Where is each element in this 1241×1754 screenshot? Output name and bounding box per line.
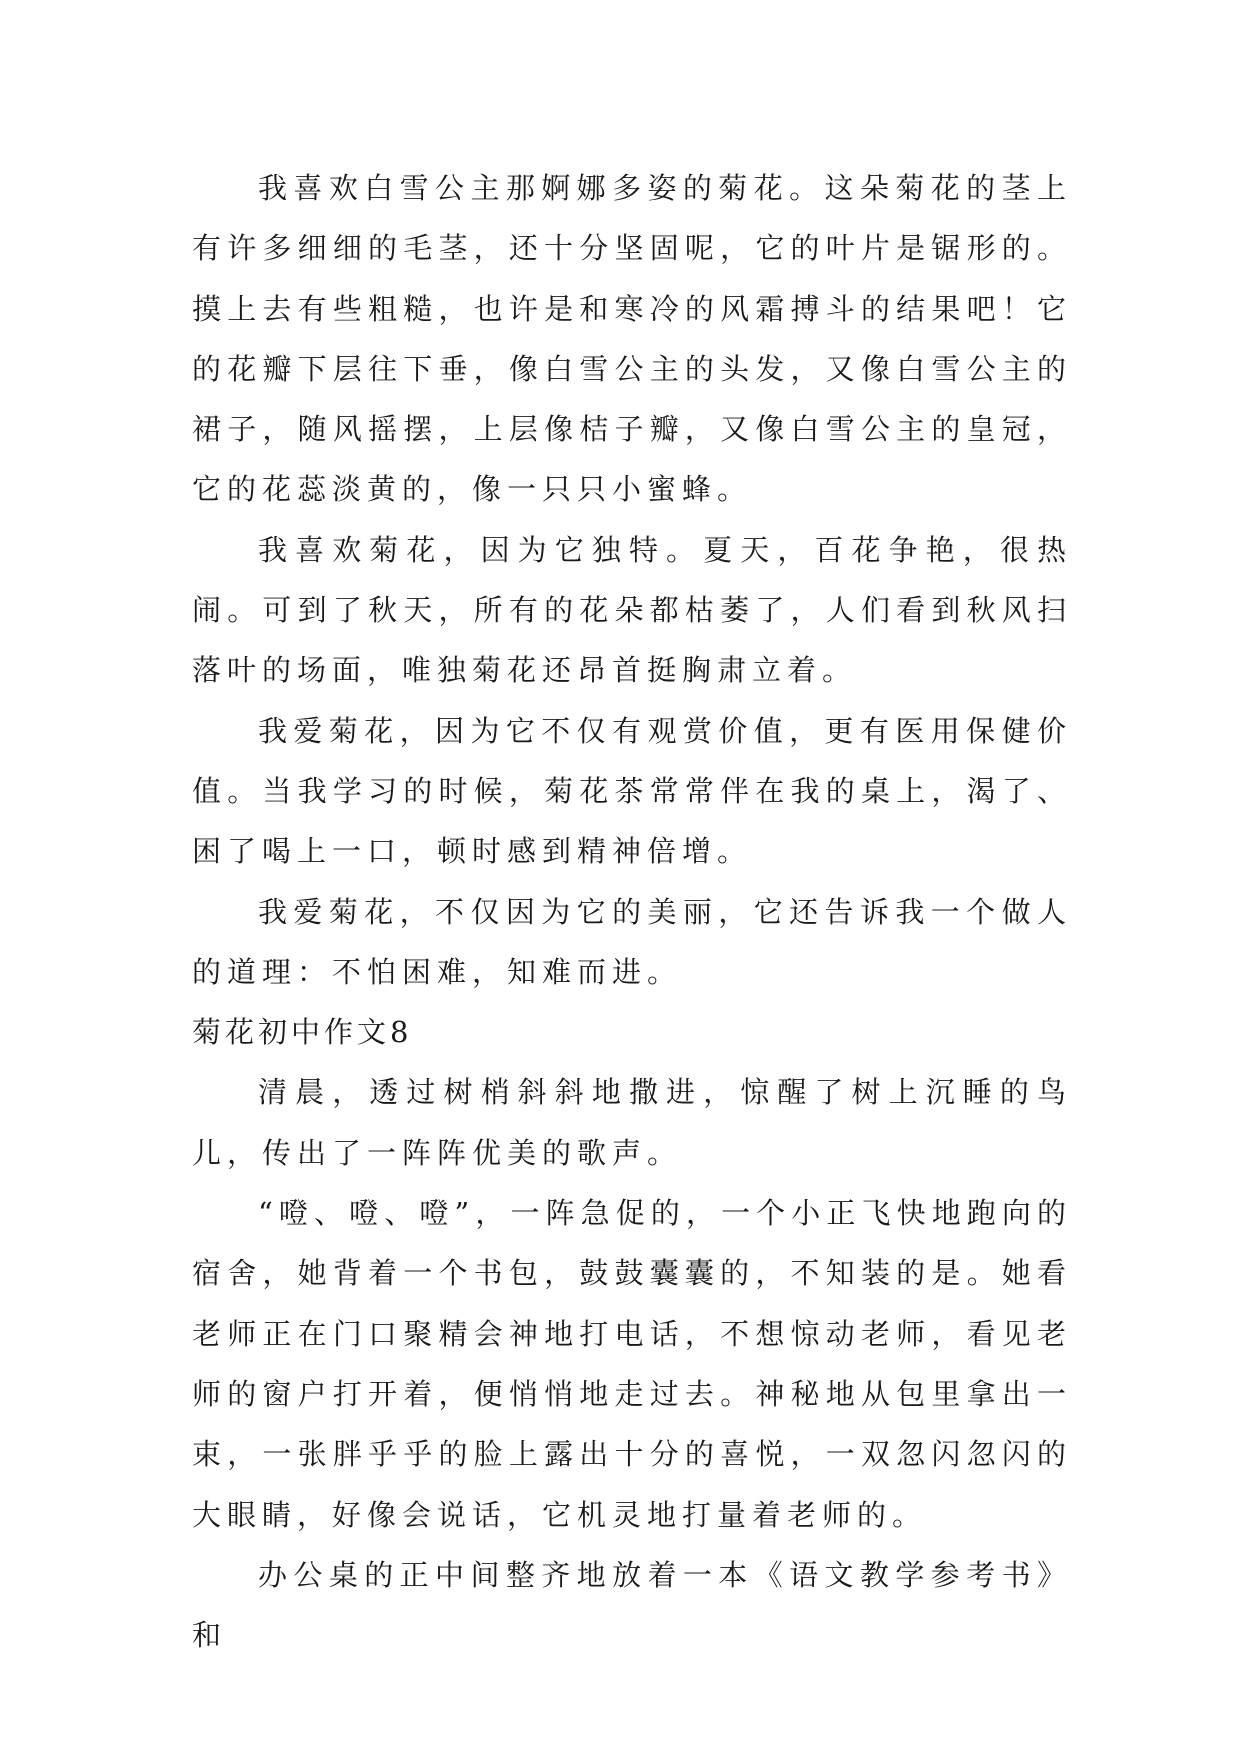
paragraph-chrysanthemum-unique: 我喜欢菊花，因为它独特。夏天，百花争艳，很热闹。可到了秋天，所有的花朵都枯萎了，人们看到秋风扫落叶的场面，唯独菊花还昂首挺胸肃立着。 (192, 532, 1072, 688)
document-body (192, 158, 1072, 1665)
paragraph-office-desk: 办公桌的正中间整齐地放着一本《语文教学参考书》和 (192, 1557, 1072, 1653)
paragraph-chrysanthemum-description: 我喜欢白雪公主那婀娜多姿的菊花。这朵菊花的茎上有许多细细的毛茎，还十分坚固呢，它的叶片是锯形的。摸上去有些粗糙，也许是和寒冷的风霜搏斗的结果吧！它的花瓣下层往下垂，像白雪公主的头发，又像白雪公主的裙子，随风摇摆，上层像桔子瓣，又像白雪公主的皇冠，它的花蕊淡黄的，像一只只小蜜蜂。 (192, 171, 1072, 507)
paragraph-chrysanthemum-value: 我爱菊花，因为它不仅有观赏价值，更有医用保健价值。当我学习的时候，菊花茶常常伴在我的桌上，渴了、困了喝上一口，顿时感到精神倍增。 (192, 713, 1072, 869)
essay-heading: 菊花初中作文8 (192, 1015, 413, 1050)
paragraph-chrysanthemum-lesson: 我爱菊花，不仅因为它的美丽，它还告诉我一个做人的道理：不怕困难，知难而进。 (192, 894, 1072, 989)
paragraph-morning: 清晨，透过树梢斜斜地撒进，惊醒了树上沉睡的鸟儿，传出了一阵阵优美的歌声。 (192, 1075, 1072, 1170)
paragraph-student-arrives: “噔、噔、噔”，一阵急促的，一个小正飞快地跑向的宿舍，她背着一个书包，鼓鼓囊囊的，不知装的是。她看老师正在门口聚精会神地打电话，不想惊动老师，看见老师的窗户打开着，便悄悄地走过去。神秘地从包里拿出一束，一张胖乎乎的脸上露出十分的喜悦，一双忽闪忽闪的大眼睛，好像会说话，它机灵地打量着老师的。 (192, 1196, 1072, 1532)
